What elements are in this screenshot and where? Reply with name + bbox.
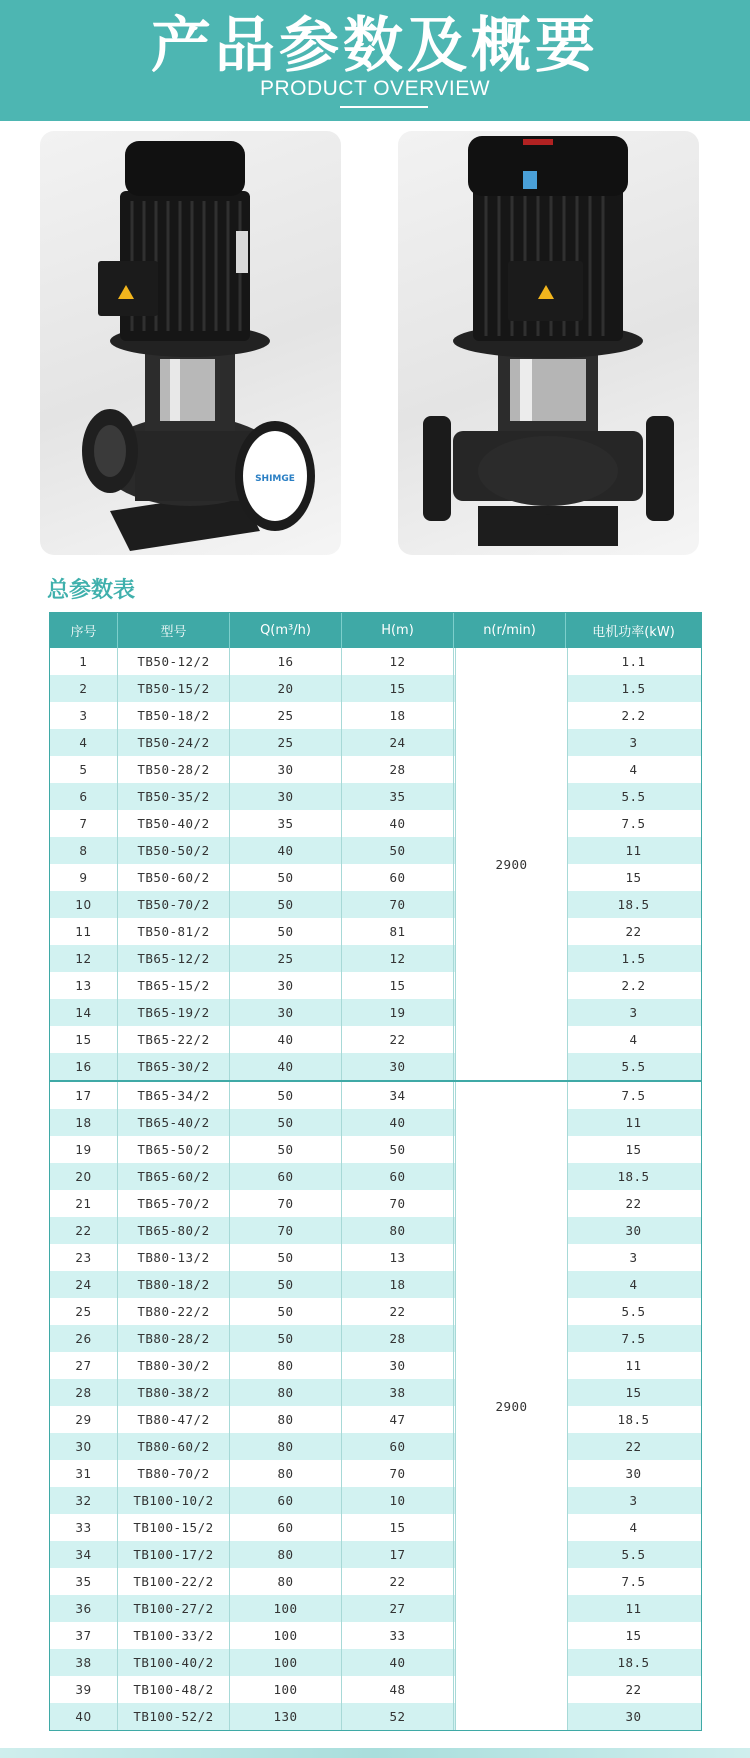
row-index: 40 — [50, 1703, 118, 1730]
row-index: 17 — [50, 1082, 118, 1109]
row-head: 40 — [342, 1109, 454, 1136]
table-row — [50, 783, 701, 810]
row-power: 3 — [629, 1250, 638, 1265]
row-power: 30 — [625, 1709, 642, 1724]
table-row — [50, 1460, 701, 1487]
row-model: TB50-12/2 — [118, 648, 230, 675]
row-flow: 60 — [230, 1514, 342, 1541]
row-power: 4 — [629, 1520, 638, 1535]
row-flow: 130 — [230, 1703, 342, 1730]
table-row — [50, 837, 701, 864]
row-power: 4 — [629, 1277, 638, 1292]
row-power: 1.5 — [621, 681, 646, 696]
row-power: 22 — [625, 1682, 642, 1697]
row-model: TB50-15/2 — [118, 675, 230, 702]
row-power: 15 — [625, 1385, 642, 1400]
row-model: TB100-17/2 — [118, 1541, 230, 1568]
row-model: TB80-22/2 — [118, 1298, 230, 1325]
header-banner — [0, 0, 750, 121]
row-index: 6 — [50, 783, 118, 810]
row-power: 4 — [629, 1032, 638, 1047]
table-row — [50, 1244, 701, 1271]
row-head: 70 — [342, 1460, 454, 1487]
table-row — [50, 972, 701, 999]
row-model: TB65-70/2 — [118, 1190, 230, 1217]
row-head: 18 — [342, 702, 454, 729]
row-index: 5 — [50, 756, 118, 783]
table-row — [50, 729, 701, 756]
row-head: 15 — [342, 972, 454, 999]
row-power: 30 — [625, 1466, 642, 1481]
row-flow: 25 — [230, 945, 342, 972]
row-flow: 80 — [230, 1379, 342, 1406]
row-index: 29 — [50, 1406, 118, 1433]
section-title: 总参数表 — [47, 578, 136, 603]
row-flow: 100 — [230, 1595, 342, 1622]
row-flow: 50 — [230, 1298, 342, 1325]
table-header-cell: 型号 — [118, 613, 230, 648]
row-flow: 60 — [230, 1487, 342, 1514]
row-flow: 60 — [230, 1163, 342, 1190]
row-flow: 50 — [230, 1325, 342, 1352]
row-model: TB80-70/2 — [118, 1460, 230, 1487]
row-head: 27 — [342, 1595, 454, 1622]
row-index: 22 — [50, 1217, 118, 1244]
row-head: 22 — [342, 1026, 454, 1053]
row-index: 20 — [50, 1163, 118, 1190]
row-index: 3 — [50, 702, 118, 729]
row-head: 60 — [342, 1163, 454, 1190]
row-flow: 30 — [230, 972, 342, 999]
row-power: 11 — [625, 1358, 642, 1373]
row-index: 31 — [50, 1460, 118, 1487]
row-index: 9 — [50, 864, 118, 891]
row-power: 15 — [625, 1628, 642, 1643]
row-index: 14 — [50, 999, 118, 1026]
row-power: 11 — [625, 1115, 642, 1130]
row-model: TB50-40/2 — [118, 810, 230, 837]
table-row — [50, 1271, 701, 1298]
row-index: 21 — [50, 1190, 118, 1217]
row-flow: 70 — [230, 1190, 342, 1217]
row-model: TB50-18/2 — [118, 702, 230, 729]
row-index: 12 — [50, 945, 118, 972]
row-model: TB80-60/2 — [118, 1433, 230, 1460]
table-header — [50, 613, 701, 648]
table-row — [50, 1298, 701, 1325]
table-header-cell: 序号 — [50, 613, 118, 648]
row-head: 17 — [342, 1541, 454, 1568]
table-row — [50, 1053, 701, 1080]
rpm-merged-cell: 2900 — [455, 648, 568, 1080]
row-index: 15 — [50, 1026, 118, 1053]
table-row — [50, 1082, 701, 1109]
table-row — [50, 864, 701, 891]
row-power: 18.5 — [617, 1655, 650, 1670]
row-index: 28 — [50, 1379, 118, 1406]
row-model: TB65-50/2 — [118, 1136, 230, 1163]
row-head: 12 — [342, 648, 454, 675]
row-head: 35 — [342, 783, 454, 810]
row-model: TB100-15/2 — [118, 1514, 230, 1541]
table-row — [50, 918, 701, 945]
row-head: 15 — [342, 1514, 454, 1541]
row-flow: 20 — [230, 675, 342, 702]
row-flow: 80 — [230, 1568, 342, 1595]
page-title: 产品参数及概要 — [151, 11, 599, 81]
row-index: 19 — [50, 1136, 118, 1163]
row-power: 7.5 — [621, 1574, 646, 1589]
row-flow: 30 — [230, 756, 342, 783]
row-flow: 25 — [230, 729, 342, 756]
table-row — [50, 1217, 701, 1244]
table-row — [50, 1568, 701, 1595]
row-model: TB100-52/2 — [118, 1703, 230, 1730]
brand-logo-right: SHIMGE — [546, 515, 550, 516]
table-row — [50, 1433, 701, 1460]
row-index: 33 — [50, 1514, 118, 1541]
row-head: 50 — [342, 837, 454, 864]
row-model: TB65-80/2 — [118, 1217, 230, 1244]
row-index: 35 — [50, 1568, 118, 1595]
row-model: TB65-60/2 — [118, 1163, 230, 1190]
table-row — [50, 1406, 701, 1433]
row-index: 37 — [50, 1622, 118, 1649]
row-head: 40 — [342, 1649, 454, 1676]
product-photo-left — [40, 131, 341, 555]
row-model: TB65-19/2 — [118, 999, 230, 1026]
row-flow: 35 — [230, 810, 342, 837]
row-head: 47 — [342, 1406, 454, 1433]
row-head: 50 — [342, 1136, 454, 1163]
table-group — [50, 648, 701, 1080]
table-row — [50, 1649, 701, 1676]
rpm-merged-cell: 2900 — [455, 1082, 568, 1730]
row-flow: 100 — [230, 1649, 342, 1676]
table-header-cell: H(m) — [342, 613, 454, 648]
table-header-cell: n(r/min) — [454, 613, 566, 648]
row-power: 11 — [625, 843, 642, 858]
table-row — [50, 1163, 701, 1190]
row-power: 4 — [629, 762, 638, 777]
row-head: 70 — [342, 891, 454, 918]
row-power: 5.5 — [621, 1304, 646, 1319]
row-power: 22 — [625, 1196, 642, 1211]
row-model: TB50-28/2 — [118, 756, 230, 783]
row-power: 3 — [629, 1493, 638, 1508]
table-row — [50, 945, 701, 972]
row-model: TB65-30/2 — [118, 1053, 230, 1080]
row-model: TB50-81/2 — [118, 918, 230, 945]
row-index: 26 — [50, 1325, 118, 1352]
row-flow: 50 — [230, 1271, 342, 1298]
row-power: 2.2 — [621, 978, 646, 993]
row-index: 10 — [50, 891, 118, 918]
row-head: 13 — [342, 1244, 454, 1271]
row-flow: 40 — [230, 1053, 342, 1080]
row-flow: 80 — [230, 1541, 342, 1568]
row-index: 18 — [50, 1109, 118, 1136]
row-power: 2.2 — [621, 708, 646, 723]
row-head: 80 — [342, 1217, 454, 1244]
row-index: 7 — [50, 810, 118, 837]
row-index: 2 — [50, 675, 118, 702]
row-head: 15 — [342, 675, 454, 702]
row-power: 30 — [625, 1223, 642, 1238]
row-power: 18.5 — [617, 1169, 650, 1184]
row-flow: 30 — [230, 783, 342, 810]
row-head: 24 — [342, 729, 454, 756]
product-photo-right — [398, 131, 699, 555]
row-model: TB65-34/2 — [118, 1082, 230, 1109]
table-group — [50, 1080, 701, 1730]
row-model: TB50-24/2 — [118, 729, 230, 756]
row-power: 7.5 — [621, 816, 646, 831]
row-flow: 50 — [230, 864, 342, 891]
table-row — [50, 810, 701, 837]
row-flow: 80 — [230, 1460, 342, 1487]
row-index: 38 — [50, 1649, 118, 1676]
row-model: TB100-27/2 — [118, 1595, 230, 1622]
row-model: TB50-50/2 — [118, 837, 230, 864]
table-row — [50, 675, 701, 702]
row-model: TB100-48/2 — [118, 1676, 230, 1703]
table-row — [50, 1622, 701, 1649]
row-index: 8 — [50, 837, 118, 864]
table-row — [50, 1325, 701, 1352]
row-index: 25 — [50, 1298, 118, 1325]
table-row — [50, 999, 701, 1026]
table-header-cell: Q(m³/h) — [230, 613, 342, 648]
row-model: TB80-30/2 — [118, 1352, 230, 1379]
row-model: TB65-22/2 — [118, 1026, 230, 1053]
table-row — [50, 756, 701, 783]
row-head: 38 — [342, 1379, 454, 1406]
row-model: TB50-70/2 — [118, 891, 230, 918]
row-power: 22 — [625, 924, 642, 939]
row-index: 11 — [50, 918, 118, 945]
row-head: 30 — [342, 1352, 454, 1379]
table-row — [50, 702, 701, 729]
row-head: 28 — [342, 1325, 454, 1352]
row-head: 34 — [342, 1082, 454, 1109]
row-head: 52 — [342, 1703, 454, 1730]
brand-logo-left: SHIMGE — [255, 474, 295, 484]
row-head: 48 — [342, 1676, 454, 1703]
row-flow: 100 — [230, 1622, 342, 1649]
row-model: TB80-47/2 — [118, 1406, 230, 1433]
row-model: TB65-40/2 — [118, 1109, 230, 1136]
row-head: 60 — [342, 864, 454, 891]
table-row — [50, 1026, 701, 1053]
row-power: 7.5 — [621, 1088, 646, 1103]
row-index: 39 — [50, 1676, 118, 1703]
row-head: 81 — [342, 918, 454, 945]
table-row — [50, 1676, 701, 1703]
row-power: 18.5 — [617, 1412, 650, 1427]
row-power: 7.5 — [621, 1331, 646, 1346]
row-flow: 80 — [230, 1406, 342, 1433]
row-model: TB50-35/2 — [118, 783, 230, 810]
row-index: 32 — [50, 1487, 118, 1514]
row-flow: 50 — [230, 1082, 342, 1109]
pump-right-icon — [398, 131, 699, 555]
table-row — [50, 1109, 701, 1136]
row-head: 19 — [342, 999, 454, 1026]
row-model: TB80-18/2 — [118, 1271, 230, 1298]
row-index: 30 — [50, 1433, 118, 1460]
row-head: 40 — [342, 810, 454, 837]
row-index: 24 — [50, 1271, 118, 1298]
row-index: 13 — [50, 972, 118, 999]
table-row — [50, 648, 701, 675]
row-flow: 30 — [230, 999, 342, 1026]
row-flow: 40 — [230, 1026, 342, 1053]
row-index: 27 — [50, 1352, 118, 1379]
row-head: 22 — [342, 1298, 454, 1325]
row-model: TB80-13/2 — [118, 1244, 230, 1271]
row-power: 15 — [625, 870, 642, 885]
row-model: TB65-12/2 — [118, 945, 230, 972]
table-row — [50, 1487, 701, 1514]
row-flow: 50 — [230, 1136, 342, 1163]
row-head: 70 — [342, 1190, 454, 1217]
row-head: 30 — [342, 1053, 454, 1080]
table-body — [50, 648, 701, 1730]
table-row — [50, 1136, 701, 1163]
row-power: 1.5 — [621, 951, 646, 966]
table-row — [50, 1595, 701, 1622]
row-flow: 80 — [230, 1433, 342, 1460]
row-head: 18 — [342, 1271, 454, 1298]
table-row — [50, 1352, 701, 1379]
row-flow: 50 — [230, 1244, 342, 1271]
row-power: 5.5 — [621, 1547, 646, 1562]
row-head: 12 — [342, 945, 454, 972]
parameter-table — [49, 612, 702, 1731]
row-flow: 40 — [230, 837, 342, 864]
row-head: 28 — [342, 756, 454, 783]
table-row — [50, 1703, 701, 1730]
row-flow: 50 — [230, 918, 342, 945]
row-model: TB80-38/2 — [118, 1379, 230, 1406]
page-subtitle: PRODUCT OVERVIEW — [259, 77, 491, 100]
row-index: 36 — [50, 1595, 118, 1622]
row-index: 4 — [50, 729, 118, 756]
table-row — [50, 1514, 701, 1541]
table-row — [50, 1541, 701, 1568]
row-power: 3 — [629, 735, 638, 750]
row-flow: 80 — [230, 1352, 342, 1379]
row-power: 18.5 — [617, 897, 650, 912]
row-flow: 100 — [230, 1676, 342, 1703]
row-model: TB50-60/2 — [118, 864, 230, 891]
bottom-decorative-strip — [0, 1748, 750, 1758]
row-flow: 50 — [230, 1109, 342, 1136]
row-flow: 70 — [230, 1217, 342, 1244]
row-model: TB100-22/2 — [118, 1568, 230, 1595]
row-flow: 16 — [230, 648, 342, 675]
row-flow: 50 — [230, 891, 342, 918]
row-head: 60 — [342, 1433, 454, 1460]
row-power: 1.1 — [621, 654, 646, 669]
row-model: TB100-40/2 — [118, 1649, 230, 1676]
row-model: TB100-10/2 — [118, 1487, 230, 1514]
row-index: 1 — [50, 648, 118, 675]
pump-left-icon — [40, 131, 341, 555]
table-row — [50, 1190, 701, 1217]
row-index: 23 — [50, 1244, 118, 1271]
row-power: 3 — [629, 1005, 638, 1020]
row-flow: 25 — [230, 702, 342, 729]
row-head: 10 — [342, 1487, 454, 1514]
row-power: 5.5 — [621, 789, 646, 804]
row-power: 15 — [625, 1142, 642, 1157]
row-head: 22 — [342, 1568, 454, 1595]
row-index: 16 — [50, 1053, 118, 1080]
row-index: 34 — [50, 1541, 118, 1568]
subtitle-underline — [340, 106, 428, 108]
table-row — [50, 891, 701, 918]
row-power: 11 — [625, 1601, 642, 1616]
row-model: TB80-28/2 — [118, 1325, 230, 1352]
table-row — [50, 1379, 701, 1406]
row-power: 22 — [625, 1439, 642, 1454]
row-head: 33 — [342, 1622, 454, 1649]
row-model: TB100-33/2 — [118, 1622, 230, 1649]
row-power: 5.5 — [621, 1059, 646, 1074]
table-header-cell: 电机功率(kW) — [592, 625, 675, 640]
row-model: TB65-15/2 — [118, 972, 230, 999]
